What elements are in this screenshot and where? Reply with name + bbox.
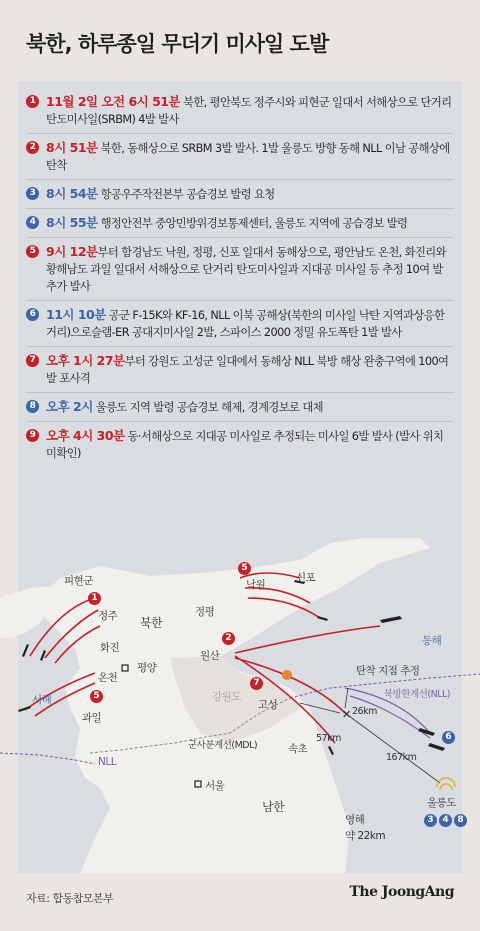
marker-event-6: 6: [442, 731, 455, 744]
nll-west-label: NLL: [98, 756, 117, 768]
mdl-label: 군사분계선(MDL): [188, 740, 258, 751]
event-text: 북한, 동해상으로 SRBM 3발 발사. 1발 울릉도 방향 동해 NLL 이남 공해상에 탄착: [46, 142, 450, 172]
event-item: [18, 88, 462, 133]
place-north-korea: 북한: [140, 616, 163, 630]
marker-event-2: 2: [222, 632, 235, 645]
event-time: 오후 2시: [46, 399, 93, 414]
missile-icon: [317, 616, 328, 621]
place-ulleung: 울릉도: [427, 797, 456, 809]
place-seoul: 서울: [205, 780, 225, 792]
event-number-badge: 9: [26, 429, 39, 442]
brand-logo: The JoongAng: [349, 884, 454, 900]
event-item: [18, 180, 462, 208]
page-title: 북한, 하루종일 무더기 미사일 도발: [26, 32, 329, 56]
missile-icon: [40, 650, 46, 661]
event-text: 부터 강원도 고성군 일대에서 동해상 NLL 북방 해상 완충구역에 100여 발 포사격: [46, 355, 449, 385]
marker-event-7: 7: [250, 677, 263, 690]
event-number-badge: 3: [26, 187, 39, 200]
place-pyongyang: 평양: [137, 662, 157, 674]
event-time: 오후 1시 27분: [46, 353, 125, 368]
event-text: 울릉도 지역 발령 공습경보 해제, 경계경보로 대체: [92, 401, 323, 414]
land-china-coast: [0, 586, 55, 638]
territorial-waters-label: 영해: [345, 814, 365, 826]
place-oncheon: 온천: [98, 672, 118, 684]
event-number-badge: 5: [26, 245, 39, 258]
event-number-badge: 1: [26, 95, 39, 108]
event-number-badge: 2: [26, 141, 39, 154]
event-time: 11월 2일 오전 6시 51분: [46, 94, 181, 109]
event-item: [18, 209, 462, 237]
event-item: [18, 301, 462, 346]
event-timeline: [18, 88, 462, 467]
event-text: 항공우주작전본부 공습경보 발령 요청: [97, 188, 275, 201]
marker-event-8: 8: [454, 814, 467, 827]
artillery-burst-icon: [282, 670, 292, 680]
distance-line-167km: [345, 713, 440, 783]
impact-marker-icon: ✕: [342, 708, 352, 721]
event-time: 8시 55분: [46, 215, 98, 230]
event-text: 부터 함경남도 낙원, 정평, 신포 일대서 동해상으로, 평안남도 온천, 화진리와 황해남도 과일 일대서 서해상으로 단거리 탄도미사일과 지대공 미사일 등 추정 10여 발 추가 발사: [46, 246, 446, 293]
marker-event-5-east: 5: [238, 562, 251, 575]
place-south-korea: 남한: [262, 800, 285, 814]
distance-26km-label: 26km: [352, 706, 377, 717]
event-time: 8시 51분: [46, 140, 98, 155]
source-credit: 자료: 합동참모본부: [26, 892, 114, 905]
event-text: 공군 F-15K와 KF-16, NLL 이북 공해상(북한의 미사일 낙탄 지역과상응한 거리)으로슬램-ER 공대지미사일 2발, 스파이스 2000 정밀 유도폭탄 1발 발사: [46, 309, 445, 339]
event-time: 11시 10분: [46, 307, 106, 322]
missile-icon: [328, 746, 334, 755]
alert-signal-icon: [437, 778, 455, 790]
jet-icon: [428, 743, 445, 751]
marker-event-5-west: 5: [90, 690, 103, 703]
event-number-badge: 6: [26, 308, 39, 321]
korea-map: [0, 538, 480, 873]
place-sinpo: 신포: [296, 572, 316, 584]
event-text: 동·서해상으로 지대공 미사일로 추정되는 미사일 6발 발사 (발사 위치 미확인): [46, 430, 444, 460]
place-sokcho: 속초: [288, 743, 308, 755]
place-hwajin: 화진: [100, 642, 120, 654]
event-time: 8시 54분: [46, 186, 98, 201]
distance-57km-label: 57km: [316, 733, 341, 744]
place-pihyeon: 피현군: [64, 575, 93, 587]
sea-west-label: 서해: [32, 694, 52, 706]
sea-east-label: 동해: [422, 635, 442, 647]
event-number-badge: 8: [26, 400, 39, 413]
event-text: 행정안전부 중앙민방위경보통제센터, 울릉도 지역에 공습경보 발령: [97, 217, 408, 230]
event-item: [18, 347, 462, 392]
event-item: [18, 422, 462, 467]
place-gangwon: 강원도: [212, 691, 241, 703]
event-text: 북한, 평안북도 정주시와 피현군 일대서 서해상으로 단거리 탄도미사일(SRBM) 4발 발사: [46, 96, 452, 126]
event-number-badge: 4: [26, 216, 39, 229]
place-wonsan: 원산: [200, 650, 220, 662]
marker-event-1: 1: [88, 592, 101, 605]
jet-icon: [380, 616, 402, 623]
place-jeongju: 정주: [98, 610, 118, 622]
event-time: 9시 12분: [46, 244, 98, 259]
distance-line-26km: [345, 688, 348, 708]
event-item: [18, 238, 462, 300]
event-number-badge: 7: [26, 354, 39, 367]
impact-estimate-label: 탄착 지점 추정: [356, 665, 420, 677]
place-goseong: 고성: [258, 699, 278, 711]
nll-east-label: 북방한계선(NLL): [384, 689, 450, 700]
territorial-distance-label: 약 22km: [345, 830, 386, 842]
event-time: 오후 4시 30분: [46, 428, 125, 443]
distance-167km-label: 167km: [386, 752, 417, 763]
marker-event-4: 4: [439, 814, 452, 827]
place-nakwon: 낙원: [246, 579, 266, 591]
event-item: [18, 134, 462, 179]
place-jeongpyeong: 정평: [195, 606, 215, 618]
place-gwail: 과일: [82, 712, 102, 724]
event-item: [18, 393, 462, 421]
marker-event-3: 3: [424, 814, 437, 827]
missile-icon: [22, 644, 29, 657]
missile-icon: [18, 706, 31, 712]
